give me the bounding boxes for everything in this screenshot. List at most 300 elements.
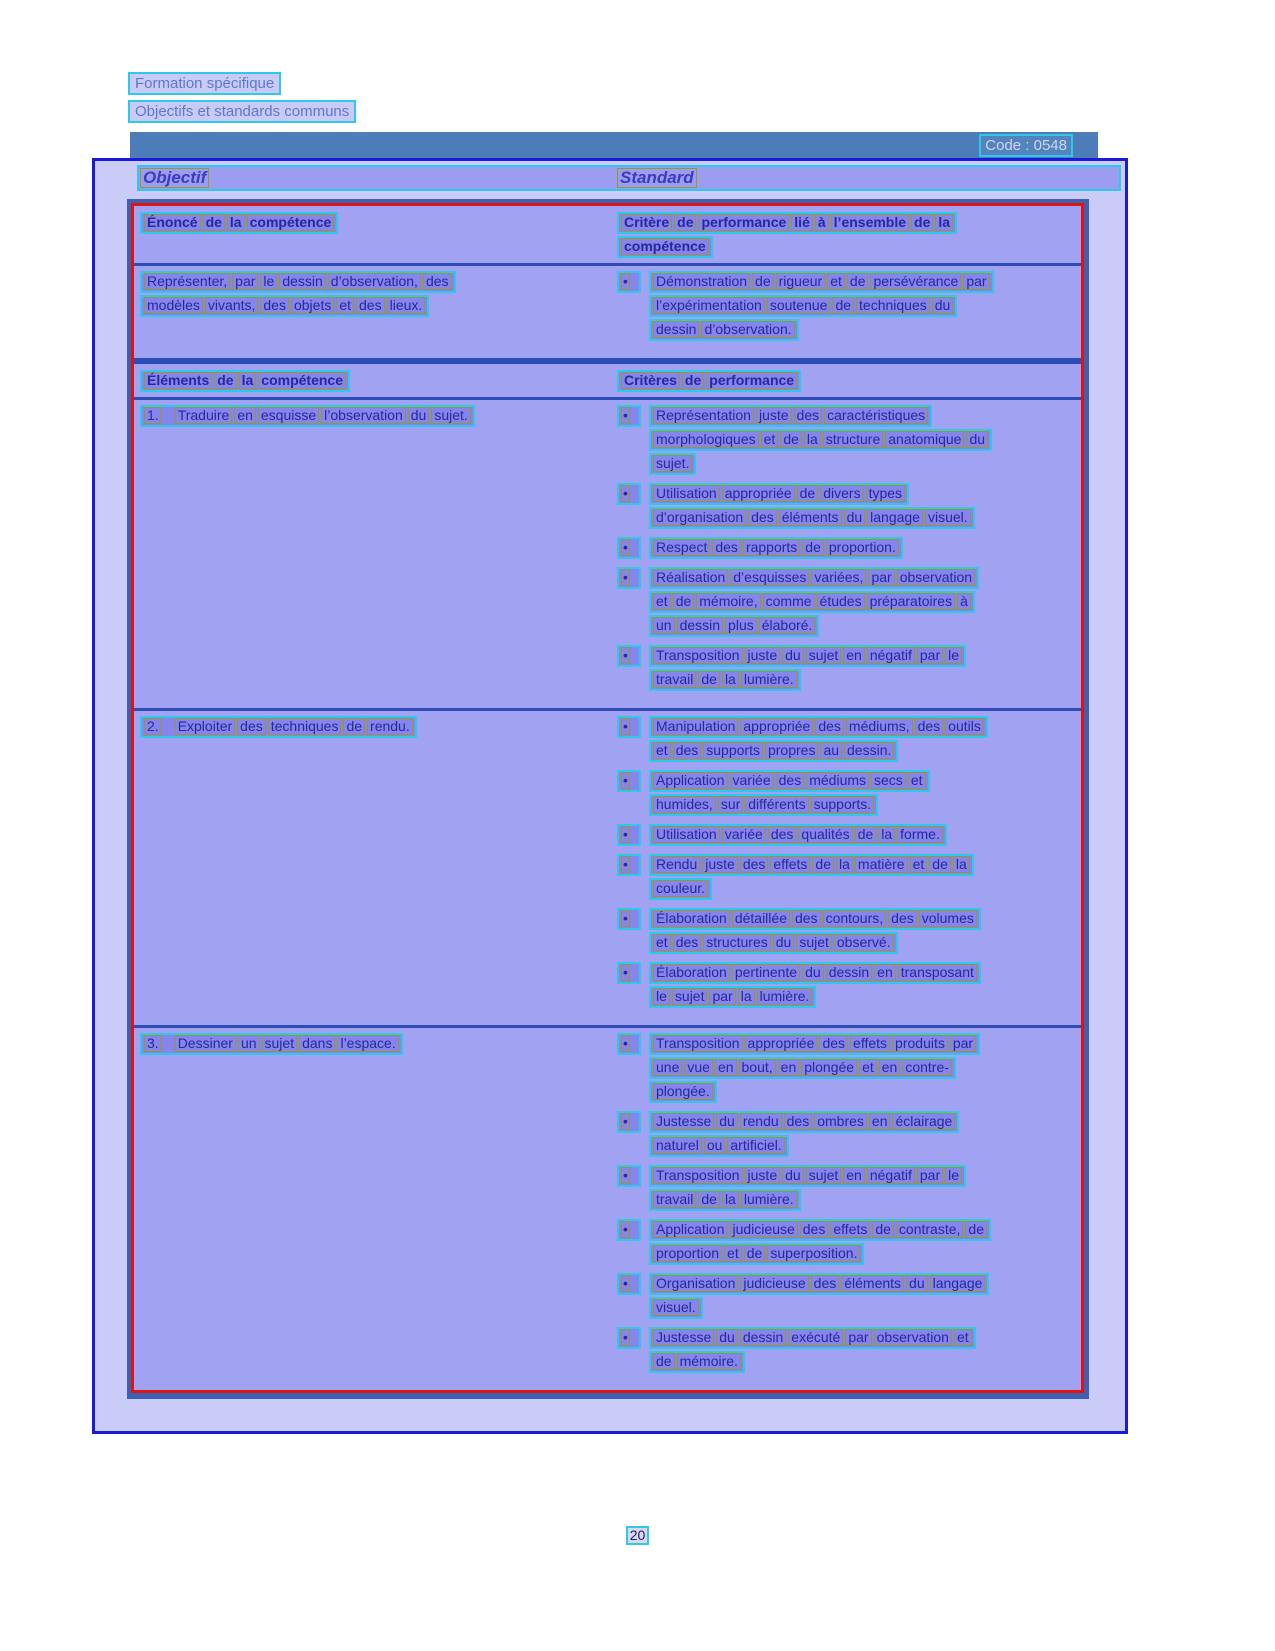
ocr-line (649, 483, 909, 505)
bullet-text (649, 1033, 1075, 1105)
ocr-word: préparatoires (867, 593, 956, 610)
ocr-word: caractéristiques (824, 407, 928, 424)
bullet-text (649, 483, 1075, 531)
table-row (134, 266, 1081, 358)
ocr-line (649, 962, 981, 984)
ocr-word: de (653, 1353, 675, 1370)
ocr-word: Éléments (144, 372, 212, 389)
bullet-icon (617, 824, 649, 848)
ocr-word: appropriée (722, 485, 795, 502)
bullet-icon (617, 1327, 649, 1375)
ocr-word: mémoire, (696, 593, 760, 610)
ocr-word: • (623, 718, 628, 734)
row-cell-right (610, 1031, 1081, 1381)
text-lines (140, 212, 606, 234)
ocr-word: des (888, 910, 917, 927)
text-lines (617, 370, 1075, 392)
ocr-line (140, 370, 350, 392)
bullet-text (649, 645, 1075, 693)
ocr-line (649, 770, 930, 792)
ocr-line (649, 1135, 789, 1157)
ocr-word: observé. (834, 934, 894, 951)
ocr-word: • (623, 407, 628, 423)
ocr-word: modèles (144, 297, 203, 314)
ocr-word: la (738, 988, 755, 1005)
ocr-word: visuel. (925, 509, 971, 526)
ocr-word: dessin. (844, 742, 894, 759)
ocr-word: • (623, 539, 628, 555)
ocr-word: le (260, 273, 277, 290)
ocr-word: effets (850, 1035, 890, 1052)
ocr-word: de (214, 372, 236, 389)
ocr-word: produits (892, 1035, 948, 1052)
ocr-word: • (623, 1221, 628, 1237)
ocr-line (649, 854, 974, 876)
ocr-line (617, 212, 957, 234)
ocr-word: exécuté (788, 1329, 843, 1346)
ocr-word: Rendu (653, 856, 700, 873)
ocr-word: secs (871, 772, 906, 789)
ocr-word: • (623, 1167, 628, 1183)
ocr-word: Utilisation (653, 826, 720, 843)
ocr-word: forme. (897, 826, 943, 843)
ocr-word: sujet (672, 988, 708, 1005)
ocr-word: Organisation (653, 1275, 738, 1292)
element-statement (140, 716, 606, 738)
ocr-word: • (623, 485, 628, 501)
ocr-line (140, 212, 338, 234)
ocr-line (617, 405, 641, 427)
bullet-text (649, 271, 1075, 343)
ocr-word: la (878, 826, 895, 843)
ocr-line (617, 537, 641, 559)
ocr-word: du (802, 964, 824, 981)
ocr-word: judicieuse (740, 1275, 808, 1292)
ocr-word: outils (945, 718, 984, 735)
ocr-word: des (260, 297, 289, 314)
ocr-word: lumière. (741, 671, 797, 688)
competence-table-shadow (127, 199, 1089, 1399)
bullet-text (649, 824, 1075, 848)
ocr-word: d’observation, (328, 273, 421, 290)
ocr-word: observation (874, 1329, 952, 1346)
bullet-icon (617, 908, 649, 956)
ocr-word: contours, (823, 910, 887, 927)
bullet-text (649, 854, 1075, 902)
ocr-word: sujet (806, 1167, 842, 1184)
ocr-word: dessin (740, 1329, 786, 1346)
row-cell-right (610, 269, 1081, 349)
page-footer (0, 1526, 1275, 1545)
ocr-line (649, 1351, 745, 1373)
ocr-word: Application (653, 772, 728, 789)
code-badge: Code : 0548 (979, 134, 1073, 157)
ocr-word: et (653, 742, 671, 759)
ocr-line (649, 1081, 717, 1103)
ocr-word: le (945, 647, 962, 664)
table-header-row (134, 364, 1081, 397)
bullet-item (617, 271, 1075, 343)
ocr-word: et (910, 856, 928, 873)
ocr-word: dans (299, 1035, 335, 1052)
bullet-icon (617, 1273, 649, 1321)
ocr-word: juste (702, 856, 738, 873)
ocr-word: techniques (268, 718, 342, 735)
ocr-word: lumière. (741, 1191, 797, 1208)
ocr-word: de (698, 671, 720, 688)
ocr-word: rapports (743, 539, 800, 556)
bullet-item (617, 1111, 1075, 1159)
ocr-word: des (915, 718, 944, 735)
ocr-word: effets (830, 1221, 870, 1238)
ocr-word: Exploiter (175, 718, 235, 735)
ocr-word: un (653, 617, 675, 634)
bullet-text (649, 1165, 1075, 1213)
column-title-standard: Standard (617, 168, 697, 188)
ocr-word: en (843, 647, 865, 664)
bullet-item (617, 537, 1075, 561)
ocr-line (649, 824, 947, 846)
ocr-word: travail (653, 1191, 696, 1208)
ocr-word: de (744, 1245, 766, 1262)
ocr-word: objets (291, 297, 334, 314)
ocr-word: par (845, 1329, 871, 1346)
ocr-word: du (408, 407, 430, 424)
ocr-word: des (800, 1221, 829, 1238)
bullet-item (617, 1219, 1075, 1267)
ocr-word: compétence (247, 214, 335, 231)
ocr-line (140, 716, 417, 738)
ocr-word: • (623, 826, 628, 842)
ocr-word: études (817, 593, 865, 610)
bullet-icon (617, 1219, 649, 1267)
ocr-word: structure (823, 431, 883, 448)
bullet-icon (617, 271, 649, 343)
row-cell-right (610, 714, 1081, 1016)
ocr-word: par (232, 273, 258, 290)
ocr-word: de (929, 856, 951, 873)
ocr-word: de (872, 1221, 894, 1238)
ocr-word: • (623, 772, 628, 788)
bullet-text (649, 567, 1075, 639)
ocr-word: mémoire. (677, 1353, 741, 1370)
ocr-word: par (917, 647, 943, 664)
ocr-word: du (782, 647, 804, 664)
ocr-line (649, 453, 696, 475)
ocr-word: Représenter, (144, 273, 230, 290)
ocr-word: l’espace. (337, 1035, 398, 1052)
ocr-word: divers (820, 485, 863, 502)
ocr-word: la (804, 431, 821, 448)
ocr-word: dessin (653, 321, 699, 338)
bullet-item (617, 645, 1075, 693)
header-cell-right (610, 368, 1081, 394)
ocr-word: juste (756, 407, 792, 424)
ocr-word: et (827, 273, 845, 290)
bullet-icon (617, 1165, 649, 1213)
ocr-line (617, 1033, 641, 1055)
ocr-line (649, 1033, 980, 1055)
ocr-line (649, 794, 878, 816)
ocr-word: médiums, (846, 718, 913, 735)
ocr-word: Critère (621, 214, 672, 231)
ocr-line (649, 1273, 989, 1295)
text-lines (617, 212, 1075, 258)
ocr-word: ombres (814, 1113, 867, 1130)
ocr-word: matière (855, 856, 908, 873)
header-cell-left (134, 368, 610, 394)
document-breadcrumb (0, 0, 1275, 123)
bullet-icon (617, 405, 649, 477)
ocr-word: de (847, 273, 869, 290)
ocr-word: par (709, 988, 735, 1005)
bullet-item (617, 908, 1075, 956)
element-statement (140, 405, 606, 427)
ocr-word: le (945, 1167, 962, 1184)
element-statement (140, 1033, 606, 1055)
ocr-line (617, 824, 641, 846)
content-frame (92, 158, 1128, 1434)
ocr-word: • (623, 1275, 628, 1291)
ocr-word: à (957, 593, 971, 610)
ocr-word: lieux. (387, 297, 426, 314)
ocr-word: du (966, 431, 988, 448)
ocr-word: et (859, 1059, 877, 1076)
ocr-word: morphologiques (653, 431, 759, 448)
ocr-word: sujet (262, 1035, 298, 1052)
ocr-word: propres (765, 742, 818, 759)
ocr-word: Élaboration (653, 910, 730, 927)
ocr-word: appropriée (745, 1035, 818, 1052)
ocr-word: structures (703, 934, 770, 951)
ocr-line (649, 932, 898, 954)
ocr-line (649, 507, 975, 529)
ocr-word: dessin (826, 964, 872, 981)
ocr-line (617, 716, 641, 738)
ocr-line (617, 908, 641, 930)
ocr-word: • (623, 1329, 628, 1345)
ocr-word: plus (725, 617, 757, 634)
ocr-word: effets (770, 856, 810, 873)
ocr-word: lié (791, 214, 813, 231)
ocr-word: observation (897, 569, 975, 586)
ocr-line (649, 567, 979, 589)
ocr-word: dessin (279, 273, 325, 290)
column-title-objectif-cell (139, 168, 617, 188)
ocr-word: appropriée (740, 718, 813, 735)
bullet-item (617, 1273, 1075, 1321)
ocr-word: Transposition (653, 1035, 743, 1052)
bullet-icon (617, 483, 649, 531)
ocr-word: volumes (919, 910, 977, 927)
bullet-item (617, 962, 1075, 1010)
ocr-word: en (234, 407, 256, 424)
ocr-word: sujet (806, 647, 842, 664)
ocr-line (649, 1297, 703, 1319)
ocr-word: un (238, 1035, 260, 1052)
ocr-word: différents (745, 796, 808, 813)
bullet-icon (617, 537, 649, 561)
ocr-word: une (653, 1059, 682, 1076)
ocr-word: des (673, 742, 702, 759)
code-header-bar (130, 132, 1098, 158)
ocr-word: à (815, 214, 829, 231)
ocr-line (649, 716, 988, 738)
ocr-word: 3. (144, 1035, 162, 1052)
ocr-line (649, 645, 966, 667)
bullet-text (649, 770, 1075, 818)
ocr-word: Respect (653, 539, 710, 556)
ocr-word: d’organisation (653, 509, 746, 526)
ocr-word: et (653, 593, 671, 610)
ocr-word: naturel (653, 1137, 702, 1154)
ocr-word: Élaboration (653, 964, 730, 981)
ocr-word: comme (763, 593, 815, 610)
ocr-word: Utilisation (653, 485, 720, 502)
bullet-icon (617, 854, 649, 902)
ocr-word: des (740, 856, 769, 873)
ocr-word: élaboré. (759, 617, 816, 634)
ocr-word: de (965, 1221, 987, 1238)
ocr-word: de (203, 214, 225, 231)
ocr-word: rendu (740, 1113, 782, 1130)
ocr-word: techniques (856, 297, 930, 314)
ocr-word: Énoncé (144, 214, 201, 231)
ocr-word: des (768, 826, 797, 843)
ocr-word: pertinente (732, 964, 800, 981)
ocr-word: d’observation. (701, 321, 794, 338)
ocr-word: des (811, 1275, 840, 1292)
row-cell-left (134, 714, 610, 1016)
column-title-standard-cell (617, 168, 697, 188)
ocr-word: éléments (841, 1275, 904, 1292)
ocr-word: l’ensemble (831, 214, 909, 231)
ocr-word: la (935, 214, 953, 231)
ocr-word: soutenue (767, 297, 831, 314)
table-row (134, 400, 1081, 708)
ocr-word: judicieuse (730, 1221, 798, 1238)
element-statement (140, 271, 606, 317)
ocr-word: Réalisation (653, 569, 728, 586)
ocr-word: variées, (811, 569, 866, 586)
ocr-word: la (239, 372, 257, 389)
ocr-word: sujet. (653, 455, 692, 472)
ocr-word: de (343, 718, 365, 735)
ocr-word: de (797, 485, 819, 502)
ocr-line (617, 1219, 641, 1241)
ocr-word: de (855, 826, 877, 843)
ocr-word: Justesse (653, 1113, 714, 1130)
ocr-word: • (623, 856, 628, 872)
bullet-icon (617, 716, 649, 764)
ocr-word: visuel. (653, 1299, 699, 1316)
bullet-icon (617, 962, 649, 1010)
ocr-word: • (623, 1113, 628, 1129)
ocr-word: sujet (796, 934, 832, 951)
ocr-word: des (712, 539, 741, 556)
column-titles-strip (137, 165, 1121, 191)
ocr-word: anatomique (885, 431, 964, 448)
ocr-line (649, 740, 898, 762)
ocr-word: Manipulation (653, 718, 738, 735)
table-row (134, 1028, 1081, 1390)
ocr-word: par (950, 1035, 976, 1052)
ocr-line (140, 1033, 403, 1055)
ocr-word: la (227, 214, 245, 231)
bullet-text (649, 716, 1075, 764)
ocr-word: du (844, 509, 866, 526)
ocr-line (649, 295, 957, 317)
ocr-line (617, 1273, 641, 1295)
ocr-word: la (722, 1191, 739, 1208)
ocr-word: et (653, 934, 671, 951)
ocr-word: Dessiner (175, 1035, 236, 1052)
ocr-word: de (812, 856, 834, 873)
ocr-line (649, 986, 816, 1008)
ocr-line (617, 770, 641, 792)
ocr-line (649, 1057, 956, 1079)
ocr-line (617, 483, 641, 505)
ocr-word: l’observation (321, 407, 406, 424)
ocr-word: en (843, 1167, 865, 1184)
ocr-word: de (802, 539, 824, 556)
ocr-word: sujet. (431, 407, 470, 424)
ocr-word: en (869, 1113, 891, 1130)
ocr-word: types (866, 485, 905, 502)
ocr-line (617, 1327, 641, 1349)
ocr-word: des (815, 718, 844, 735)
bullet-item (617, 1033, 1075, 1105)
ocr-word: en (715, 1059, 737, 1076)
bullet-item (617, 1327, 1075, 1375)
ocr-word: des (792, 910, 821, 927)
ocr-word: des (794, 407, 823, 424)
ocr-word: des (423, 273, 452, 290)
bullet-icon (617, 1033, 649, 1105)
ocr-word: variée (730, 772, 774, 789)
ocr-word: compétence (258, 372, 346, 389)
row-cell-left (134, 1031, 610, 1381)
ocr-line (649, 1243, 864, 1265)
bullet-text (649, 1111, 1075, 1159)
ocr-word: de (752, 273, 774, 290)
ocr-word: éléments (779, 509, 842, 526)
ocr-word: des (673, 934, 702, 951)
ocr-word: performance (706, 372, 797, 389)
ocr-word: travail (653, 671, 696, 688)
ocr-word: variée (722, 826, 766, 843)
bullet-item (617, 770, 1075, 818)
bullet-text (649, 1273, 1075, 1321)
ocr-word: de (698, 1191, 720, 1208)
ocr-word: contre- (902, 1059, 952, 1076)
ocr-word: Traduire (175, 407, 233, 424)
ocr-line (649, 271, 994, 293)
ocr-word: esquisse (258, 407, 319, 424)
ocr-word: des (784, 1113, 813, 1130)
row-cell-left (134, 269, 610, 349)
ocr-word: médiums (806, 772, 869, 789)
ocr-line (649, 669, 801, 691)
breadcrumb-line-1: Formation spécifique (128, 72, 281, 95)
ocr-word: contraste, (896, 1221, 963, 1238)
bullet-icon (617, 645, 649, 693)
bullet-item (617, 824, 1075, 848)
ocr-word: de (911, 214, 933, 231)
bullet-text (649, 908, 1075, 956)
ocr-word: en (874, 964, 896, 981)
ocr-line (617, 962, 641, 984)
